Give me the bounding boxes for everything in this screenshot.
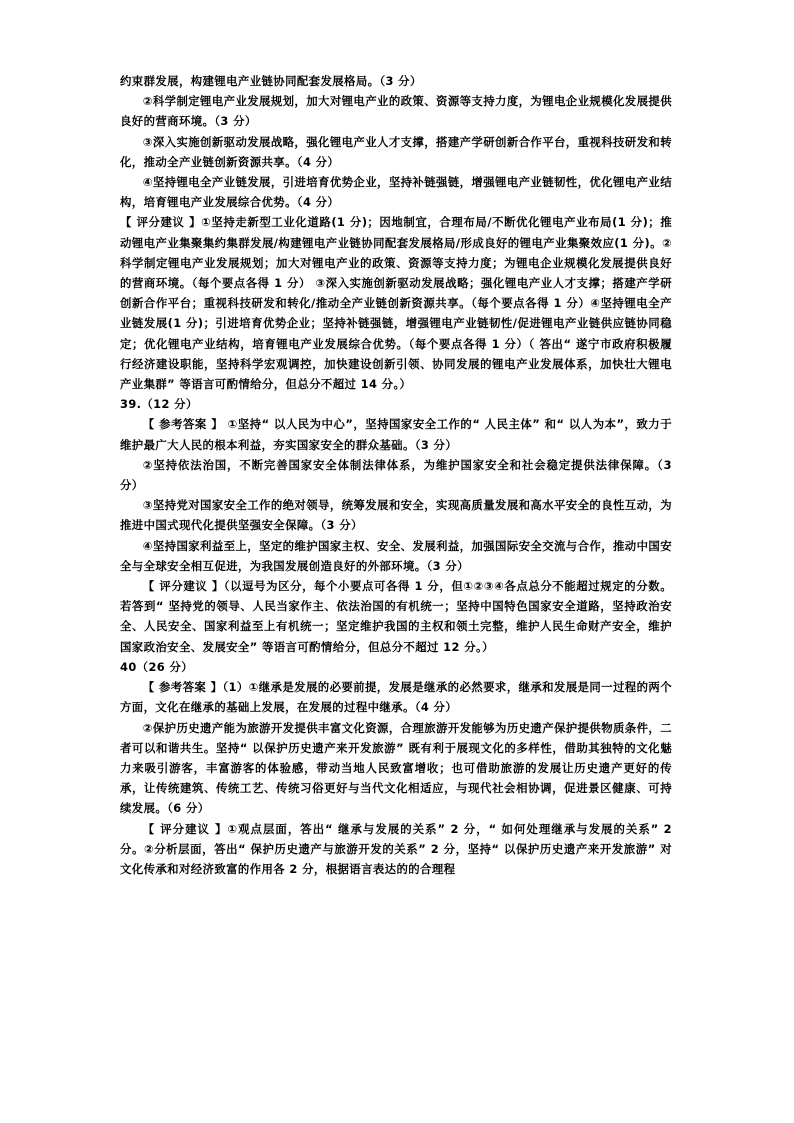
paragraph-continuation: 约束群发展，构建锂电产业链协同配套发展格局。（3 分） (120, 74, 422, 88)
answer-39-point-3: ③坚持党对国家安全工作的绝对领导，统筹发展和安全，实现高质量发展和高水平安全的良性互动，为推进中国式现代化提供坚强安全保障。（3 分） (120, 498, 672, 533)
scoring-suggestion-39: 【 评分建议 】（以逗号为区分，每个小要点可各得 1 分，但①②③④各点总分不能超过规定的分数。若答到“ 坚持党的领导、人民当家作主、依法治国的有机统一；坚持中国特色国家安全道路，坚持政治安全、人民安全、国家利益至上有机统一；坚定维护我国的主权和领土完整，维护人民生命财产安全，维护国家政治安全、发展安全” 等语言可酌情给分，但总分不超过 12 分。） (120, 579, 672, 654)
paragraph-point-2: ②科学制定锂电产业发展规划，加大对锂电产业的政策、资源等支持力度，为锂电企业规模化发展提供良好的营商环境。（3 分） (120, 94, 672, 129)
scoring-suggestion-38: 【 评分建议 】①坚持走新型工业化道路(1 分)；因地制宜，合理布局/不断优化锂电产业布局(1 分)；推动锂电产业集聚集约集群发展/构建锂电产业链协同配套发展格局/形成良好的锂电产业集聚效应(1 分)。②科学制定锂电产业发展规划；加大对锂电产业的政策、资源等支持力度；为锂电企业规模化发展提供良好的营商环境。（每个要点各得 1 分） ③深入实施创新驱动发展战略；强化锂电产业人才支撑；搭建产学研创新合作平台；重视科技研发和转化/推动全产业链创新资源共享。（每个要点各得 1 分）④坚持锂电全产业链发展(1 分)；引进培育优势企业；坚持补链强链，增强锂电产业链韧性/促进锂电产业链供应链协同稳定；优化锂电产业结构，培育锂电产业发展综合优势。（每个要点各得 1 分）（ 答出“ 遂宁市政府积极履行经济建设职能，坚持科学宏观调控，加快建设创新引领、协同发展的锂电产业发展体系，加快壮大锂电产业集群” 等语言可酌情给分，但总分不超过 14 分。） (120, 215, 672, 392)
paragraph-point-4: ④坚持锂电全产业链发展，引进培育优势企业，坚持补链强链，增强锂电产业链韧性，优化锂电产业结构，培育锂电产业发展综合优势。（4 分） (120, 175, 672, 210)
answer-39-point-2: ②坚持依法治国，不断完善国家安全体制法律体系，为维护国家安全和社会稳定提供法律保障。（3 分） (120, 457, 672, 493)
answer-key-text (120, 71, 672, 879)
answer-40-point-2: ②保护历史遗产能为旅游开发提供丰富文化资源，合理旅游开发能够为历史遗产保护提供物质条件，二者可以和谐共生。坚持“ 以保护历史遗产来开发旅游” 既有利于展现文化的多样性，借助其独特的文化魅力来吸引游客，丰富游客的体验感，带动当地人民致富增收；也可借助旅游的发展让历史遗产更好的传承，让传统建筑、传统工艺、传统习俗更好与当代文化相适应，与现代社会相协调，促进景区健康、可持续发展。（6 分） (120, 720, 672, 816)
question-39-heading: 39.（12 分） (120, 397, 198, 412)
answer-40-point-1: 【 参考答案 】（1）①继承是发展的必要前提，发展是继承的必然要求，继承和发展是同一过程的两个方面，文化在继承的基础上发展，在发展的过程中继承。（4 分） (120, 680, 672, 715)
answer-39-point-1: 【 参考答案 】 ①坚持“ 以人民为中心”，坚持国家安全工作的“ 人民主体” 和“ 以人为本”，致力于维护最广大人民的根本利益，夯实国家安全的群众基础。（3 分） (120, 417, 672, 452)
paragraph-point-3: ③深入实施创新驱动发展战略，强化锂电产业人才支撑，搭建产学研创新合作平台，重视科技研发和转化，推动全产业链创新资源共享。（4 分） (120, 134, 672, 169)
scoring-suggestion-40: 【 评分建议 】①观点层面，答出“ 继承与发展的关系” 2 分，“ 如何处理继承与发展的关系” 2 分。②分析层面，答出“ 保护历史遗产与旅游开发的关系” 2 分，坚持“ 以保护历史遗产来开发旅游” 对文化传承和对经济致富的作用各 2 分，根据语言表达的的合理程 (120, 821, 672, 876)
answer-39-point-4: ④坚持国家利益至上，坚定的维护国家主权、安全、发展利益，加强国际安全交流与合作，推动中国安全与全球安全相互促进，为我国发展创造良好的外部环境。（3 分） (120, 538, 672, 573)
question-40-heading: 40（26 分） (120, 659, 194, 674)
